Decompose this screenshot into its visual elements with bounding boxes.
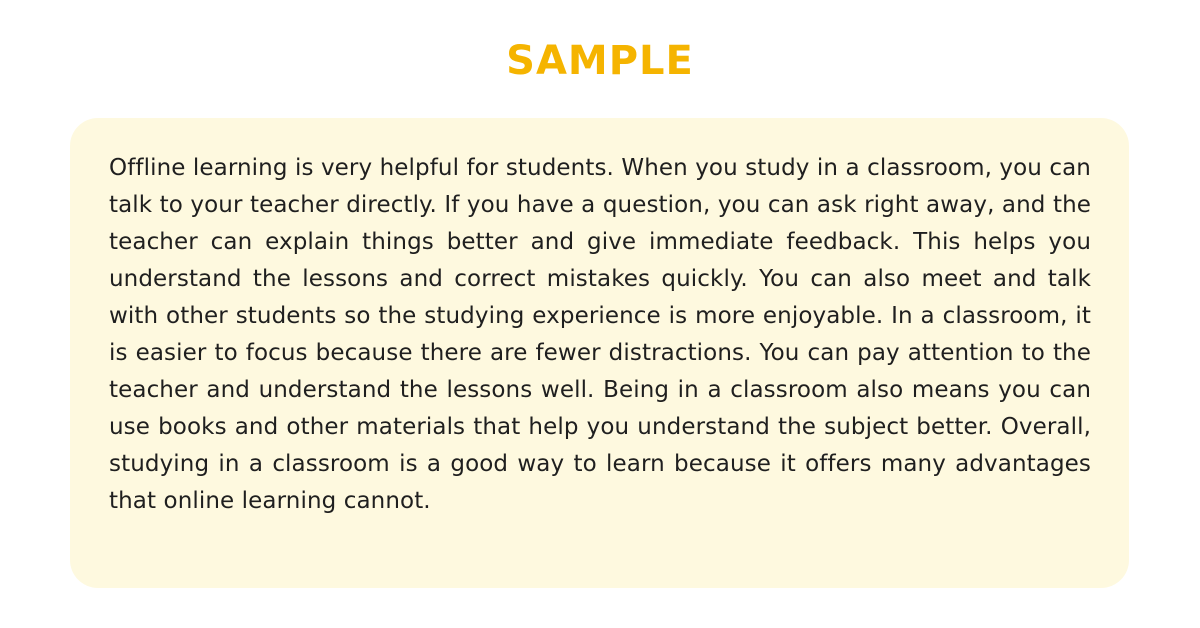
sample-text-card — [70, 118, 1129, 588]
page-title: SAMPLE — [506, 38, 694, 84]
sample-paragraph: Offline learning is very helpful for students. When you study in a classroom, you can talk to your teacher directly. If you have a question, you can ask right away, and the teacher can explain things better and give immediate feedback. This helps you understand the lessons and correct mistakes quickly. You can also meet and talk with other students so the studying experience is more enjoyable. In a classroom, it is easier to focus because there are fewer distractions. You can pay attention to the teacher and understand the lessons well. Being in a classroom also means you can use books and other materials that help you understand the subject better. Overall, studying in a classroom is a good way to learn because it offers many advantages that online learning cannot. — [109, 155, 1091, 514]
